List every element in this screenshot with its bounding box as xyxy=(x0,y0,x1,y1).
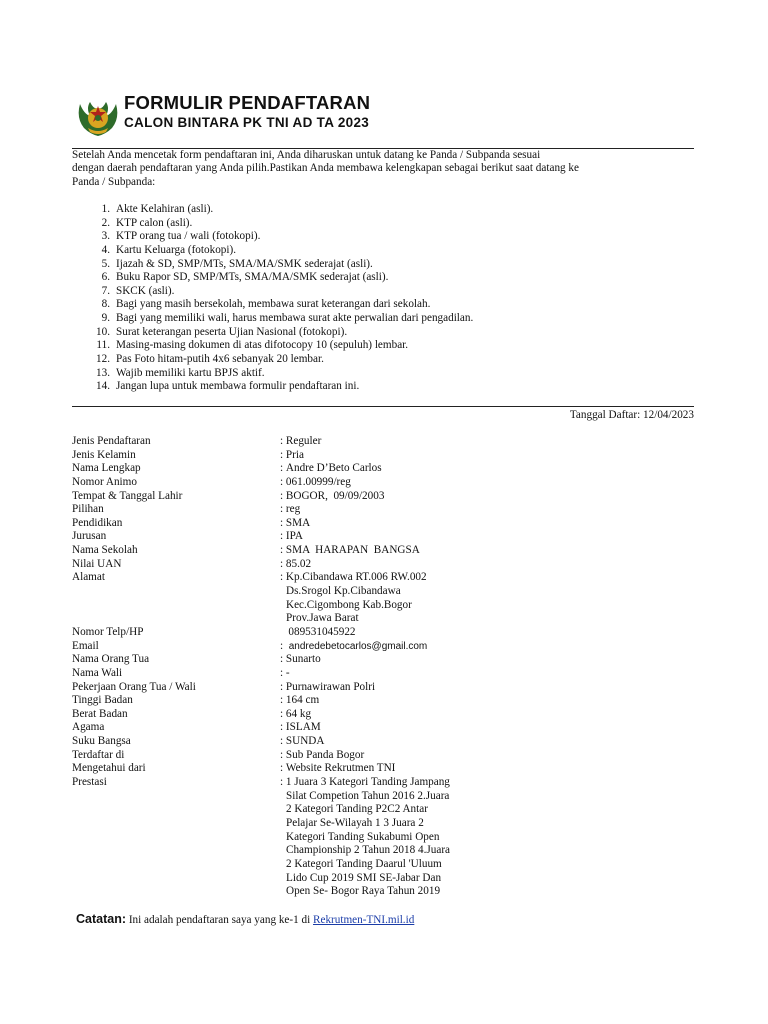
field-label: Nomor Telp/HP xyxy=(72,625,144,638)
field-value-continuation: Silat Competion Tahun 2016 2.Juara xyxy=(286,789,450,802)
field-label: Tinggi Badan xyxy=(72,694,133,707)
field-value: SMA xyxy=(285,516,311,529)
requirement-item xyxy=(80,244,473,258)
field-colon: : xyxy=(280,516,286,529)
field-value-continuation: Championship 2 Tahun 2018 4.Juara xyxy=(286,844,451,857)
field-row xyxy=(72,762,450,776)
field-label: Jenis Kelamin xyxy=(72,448,136,461)
field-colon: : xyxy=(280,557,286,570)
requirement-text: KTP orang tua / wali (fotokopi). xyxy=(116,230,261,243)
field-colon: : xyxy=(280,639,289,652)
field-colon: : xyxy=(280,721,286,734)
requirement-item xyxy=(80,230,473,244)
requirement-item xyxy=(80,258,473,272)
requirement-number: 8. xyxy=(101,298,110,311)
field-colon: : xyxy=(280,666,286,679)
field-label: Pekerjaan Orang Tua / Wali xyxy=(72,680,196,693)
field-value: Sub Panda Bogor xyxy=(285,748,365,761)
field-label: Nama Orang Tua xyxy=(72,653,150,666)
field-value: Reguler xyxy=(285,435,322,447)
requirement-number: 10. xyxy=(96,325,110,338)
field-colon: : xyxy=(280,462,286,475)
field-value: reg xyxy=(285,503,301,516)
field-row xyxy=(72,776,450,790)
field-colon: : xyxy=(280,571,286,584)
tni-ad-emblem-icon xyxy=(76,94,120,138)
field-row xyxy=(72,558,450,572)
field-value: Pria xyxy=(285,448,304,461)
field-colon: : xyxy=(280,680,286,693)
field-row xyxy=(72,694,450,708)
requirement-item xyxy=(80,285,473,299)
field-row xyxy=(72,681,450,695)
field-value: 061.00999/reg xyxy=(285,475,351,488)
requirement-text: Wajib memiliki kartu BPJS aktif. xyxy=(116,366,265,379)
field-colon: : xyxy=(280,544,286,557)
requirement-item xyxy=(80,312,473,326)
requirement-item xyxy=(80,271,473,285)
requirement-text: Buku Rapor SD, SMP/MTs, SMA/MA/SMK sederajat (asli). xyxy=(116,271,389,284)
field-value: 089531045922 xyxy=(280,625,356,638)
requirement-number: 4. xyxy=(101,243,110,256)
requirement-number: 12. xyxy=(96,353,110,366)
field-value: IPA xyxy=(285,530,303,543)
field-value-continuation: Pelajar Se-Wilayah 1 3 Juara 2 xyxy=(286,816,424,829)
field-value: Purnawirawan Polri xyxy=(285,680,376,693)
field-row xyxy=(72,667,450,681)
field-value-continuation: Open Se- Bogor Raya Tahun 2019 xyxy=(286,885,441,898)
requirement-number: 11. xyxy=(96,339,110,352)
requirement-item xyxy=(80,380,473,394)
field-value: Andre D’Beto Carlos xyxy=(285,462,382,475)
field-row xyxy=(72,653,450,667)
field-row xyxy=(72,530,450,544)
field-colon: : xyxy=(280,475,286,488)
note-text: Ini adalah pendaftaran saya yang ke-1 di xyxy=(126,914,314,926)
field-value: 85.02 xyxy=(285,557,312,570)
requirement-item xyxy=(80,367,473,381)
field-value-continuation: Kategori Tanding Sukabumi Open xyxy=(286,830,440,843)
registration-fields xyxy=(72,435,450,899)
field-colon: : xyxy=(280,653,286,666)
requirement-item xyxy=(80,298,473,312)
field-label: Agama xyxy=(72,721,105,734)
field-colon: : xyxy=(280,530,286,543)
form-subtitle: CALON BINTARA PK TNI AD TA 2023 xyxy=(124,115,370,130)
field-row xyxy=(72,490,450,504)
field-label: Nama Lengkap xyxy=(72,462,141,475)
field-row xyxy=(72,449,450,463)
requirement-text: Surat keterangan peserta Ujian Nasional (fotokopi). xyxy=(116,325,348,338)
field-label: Mengetahui dari xyxy=(72,762,146,775)
field-value: 1 Juara 3 Kategori Tanding Jampang xyxy=(285,776,450,789)
requirement-number: 1. xyxy=(101,203,110,215)
requirement-text: Ijazah & SD, SMP/MTs, SMA/MA/SMK sederajat (asli). xyxy=(116,257,373,270)
field-row xyxy=(72,462,450,476)
requirement-number: 7. xyxy=(101,284,110,297)
requirement-text: KTP calon (asli). xyxy=(116,216,193,229)
field-row xyxy=(72,544,450,558)
field-colon: : xyxy=(280,503,286,516)
field-label: Nilai UAN xyxy=(72,557,122,570)
field-value-continuation: Prov.Jawa Barat xyxy=(286,612,359,625)
field-label: Jurusan xyxy=(72,530,107,543)
requirement-text: Kartu Keluarga (fotokopi). xyxy=(116,243,237,256)
requirement-text: Masing-masing dokumen di atas difotocopy 10 (sepuluh) lembar. xyxy=(116,339,409,352)
requirement-item xyxy=(80,353,473,367)
field-value-continuation: Ds.Srogol Kp.Cibandawa xyxy=(286,585,401,598)
form-title: FORMULIR PENDAFTARAN xyxy=(124,92,371,113)
field-label: Nomor Animo xyxy=(72,475,137,488)
field-value: andredebetocarlos@gmail.com xyxy=(288,640,428,652)
rekrutmen-link[interactable]: Rekrutmen-TNI.mil.id xyxy=(313,914,415,926)
requirement-item xyxy=(80,217,473,231)
requirement-number: 13. xyxy=(96,366,110,379)
requirement-number: 9. xyxy=(101,312,110,325)
note-line xyxy=(76,912,414,926)
field-row xyxy=(72,435,450,449)
requirement-number: 2. xyxy=(101,216,110,229)
field-value: BOGOR, 09/09/2003 xyxy=(285,489,385,502)
field-value: SUNDA xyxy=(285,735,325,748)
field-colon: : xyxy=(280,776,286,789)
field-value: Website Rekrutmen TNI xyxy=(285,762,396,775)
field-row xyxy=(72,735,450,749)
field-value: 164 cm xyxy=(285,694,320,707)
field-value-continuation: Lido Cup 2019 SMI SE-Jabar Dan xyxy=(286,871,442,884)
field-value-continuation: 2 Kategori Tanding P2C2 Antar xyxy=(286,803,428,816)
intro-line: Setelah Anda mencetak form pendaftaran ini, Anda diharuskan untuk datang ke Panda / Subpanda sesuai xyxy=(72,149,541,161)
requirement-number: 3. xyxy=(101,230,110,243)
requirements-list xyxy=(80,203,473,394)
field-label: Pendidikan xyxy=(72,516,123,529)
requirement-text: SKCK (asli). xyxy=(116,284,175,297)
note-label: Catatan: xyxy=(76,912,127,926)
field-value: Kp.Cibandawa RT.006 RW.002 xyxy=(285,571,427,584)
field-value: 64 kg xyxy=(285,707,312,720)
field-colon: : xyxy=(280,489,286,502)
requirement-text: Pas Foto hitam-putih 4x6 sebanyak 20 lembar. xyxy=(116,353,324,366)
field-value-continuation: 2 Kategori Tanding Daarul 'Uluum xyxy=(286,857,442,870)
field-colon: : xyxy=(280,735,286,748)
field-label: Nama Sekolah xyxy=(72,544,138,557)
field-value: ISLAM xyxy=(285,721,321,734)
requirement-item xyxy=(80,326,473,340)
field-row xyxy=(72,517,450,531)
requirement-number: 14. xyxy=(96,380,110,393)
field-label: Nama Wali xyxy=(72,666,123,679)
field-row xyxy=(72,640,450,654)
requirement-text: Akte Kelahiran (asli). xyxy=(116,203,214,215)
requirement-text: Bagi yang memiliki wali, harus membawa surat akte perwalian dari pengadilan. xyxy=(116,312,474,325)
field-row xyxy=(72,708,450,722)
field-label: Jenis Pendaftaran xyxy=(72,435,151,447)
requirement-number: 5. xyxy=(101,257,110,270)
field-value: SMA HARAPAN BANGSA xyxy=(285,544,420,557)
field-label: Alamat xyxy=(72,571,105,584)
requirement-text: Bagi yang masih bersekolah, membawa surat keterangan dari sekolah. xyxy=(116,298,431,311)
field-label: Prestasi xyxy=(72,776,107,789)
field-row xyxy=(72,503,450,517)
field-colon: : xyxy=(280,435,286,447)
requirement-text: Jangan lupa untuk membawa formulir pendaftaran ini. xyxy=(116,380,360,393)
field-label: Suku Bangsa xyxy=(72,735,131,748)
field-label: Terdaftar di xyxy=(72,748,125,761)
field-label: Email xyxy=(72,639,99,652)
registration-date: Tanggal Daftar: 12/04/2023 xyxy=(569,409,694,421)
field-row xyxy=(72,721,450,735)
field-row xyxy=(72,626,450,640)
field-value: - xyxy=(285,666,290,679)
field-row xyxy=(72,571,450,585)
field-colon: : xyxy=(280,448,286,461)
field-label: Pilihan xyxy=(72,503,104,516)
field-value: Sunarto xyxy=(285,653,321,666)
field-colon: : xyxy=(280,748,286,761)
requirement-number: 6. xyxy=(101,271,110,284)
field-row xyxy=(72,749,450,763)
field-colon: : xyxy=(280,707,286,720)
field-row xyxy=(72,476,450,490)
requirement-item xyxy=(80,339,473,353)
intro-line: dengan daerah pendaftaran yang Anda pilih.Pastikan Anda membawa kelengkapan sebagai berikut saat datang ke xyxy=(72,162,579,175)
middle-divider xyxy=(72,406,694,407)
field-label: Tempat & Tanggal Lahir xyxy=(72,489,183,502)
intro-paragraph xyxy=(72,149,697,189)
field-value-continuation: Kec.Cigombong Kab.Bogor xyxy=(286,598,412,611)
field-label: Berat Badan xyxy=(72,707,128,720)
intro-line: Panda / Subpanda: xyxy=(72,175,156,188)
field-colon: : xyxy=(280,762,286,775)
requirement-item xyxy=(80,203,473,217)
field-colon: : xyxy=(280,694,286,707)
